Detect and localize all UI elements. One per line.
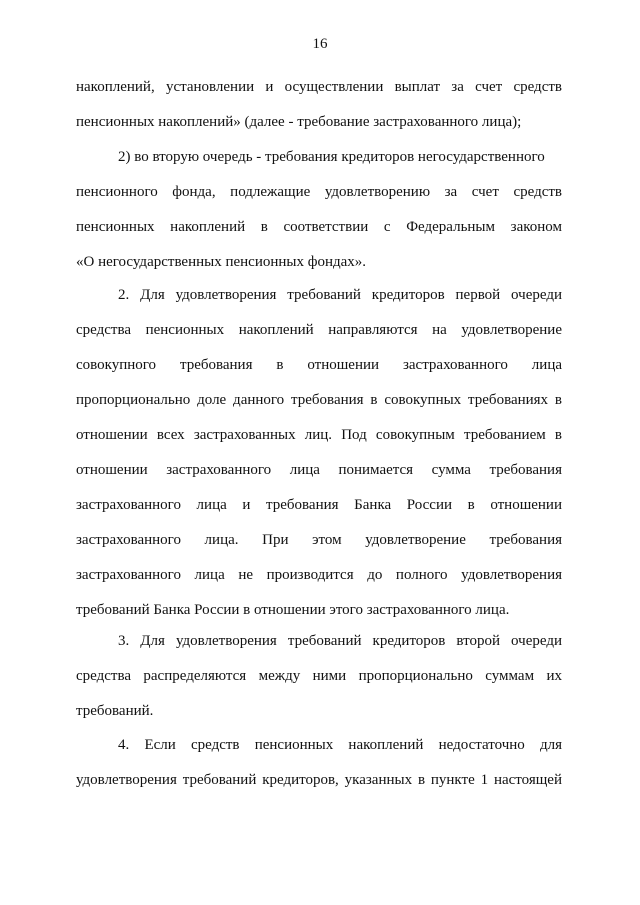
- text-line: отношении застрахованного лица понимается сумма требования: [76, 462, 562, 478]
- text-line: пенсионных накоплений в соответствии с Федеральным законом: [76, 219, 562, 235]
- paragraph-point-4: [76, 728, 562, 798]
- text-line: пропорционально доле данного требования в совокупных требованиях в: [76, 392, 562, 408]
- text-line: средства распределяются между ними пропорционально суммам их: [76, 668, 562, 684]
- text-line: накоплений, установлении и осуществлении выплат за счет средств: [76, 79, 562, 95]
- text-line: средства пенсионных накоплений направляются на удовлетворение: [76, 322, 562, 338]
- paragraph-continuation: [76, 70, 562, 140]
- text-line: 2. Для удовлетворения требований кредиторов первой очереди: [118, 287, 562, 303]
- text-line: удовлетворения требований кредиторов, указанных в пункте 1 настоящей: [76, 772, 562, 788]
- text-line: 3. Для удовлетворения требований кредиторов второй очереди: [118, 633, 562, 649]
- text-line: «О негосударственных пенсионных фондах».: [76, 254, 367, 270]
- text-line: пенсионного фонда, подлежащие удовлетворению за счет средств: [76, 184, 562, 200]
- text-line: требований.: [76, 703, 154, 719]
- text-line: пенсионных накоплений» (далее - требование застрахованного лица);: [76, 114, 522, 130]
- text-line: требований Банка России в отношении этого застрахованного лица.: [76, 602, 510, 618]
- paragraph-point-3: [76, 624, 562, 729]
- text-line: застрахованного лица и требования Банка России в отношении: [76, 497, 562, 513]
- text-line: отношении всех застрахованных лиц. Под совокупным требованием в: [76, 427, 562, 443]
- text-line: застрахованного лица. При этом удовлетворение требования: [76, 532, 562, 548]
- page-number: 16: [312, 36, 328, 52]
- paragraph-point-2: [76, 278, 562, 628]
- text-line: 2) во вторую очередь - требования кредиторов негосударственного: [118, 149, 545, 165]
- text-line: застрахованного лица не производится до полного удовлетворения: [76, 567, 562, 583]
- text-line: 4. Если средств пенсионных накоплений недостаточно для: [118, 737, 562, 753]
- paragraph-item-2: [76, 140, 562, 280]
- text-line: совокупного требования в отношении застрахованного лица: [76, 357, 562, 373]
